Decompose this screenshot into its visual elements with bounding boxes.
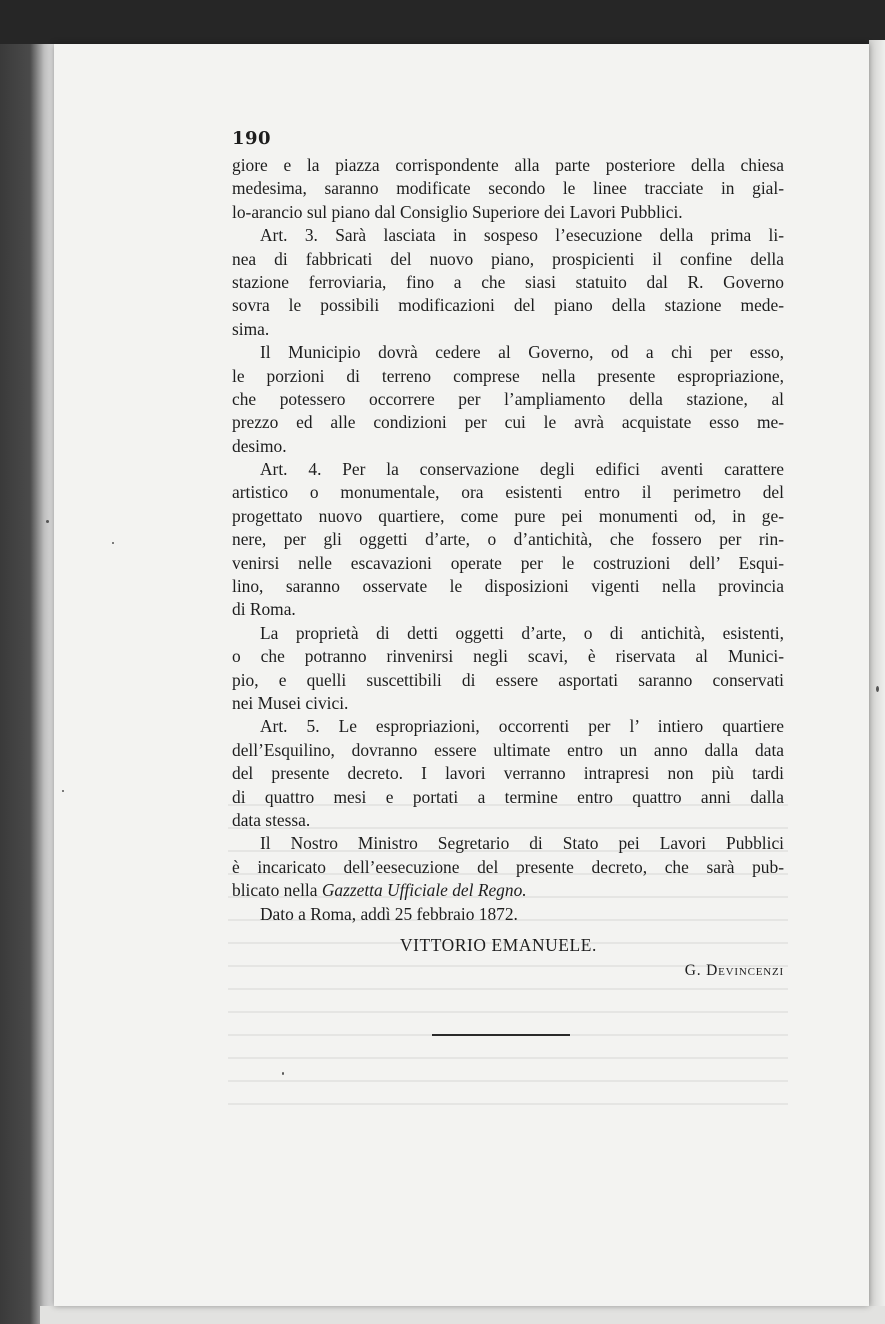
gazette-line <box>232 879 784 902</box>
text-line: Il Nostro Ministro Segretario di Stato pei Lavori Pubblici <box>260 833 784 854</box>
gazette-title: Gazzetta Ufficiale del Regno. <box>321 880 527 901</box>
text-line: nere, per gli oggetti d’arte, o d’antichità, che fossero per rin- <box>232 529 784 550</box>
closing-rule <box>432 1034 570 1036</box>
text-line: è incaricato dell’eesecuzione del presente decreto, che sarà pub- <box>232 856 784 877</box>
scan-speck <box>62 790 64 792</box>
text-line: le porzioni di terreno comprese nella presente espropriazione, <box>232 365 784 386</box>
page-number: 190 <box>232 128 272 149</box>
scan-speck <box>112 542 114 544</box>
text-line: nei Musei civici. <box>232 692 349 713</box>
text-line: Art. 3. Sarà lasciata in sospeso l’esecuzione della prima li- <box>260 225 784 246</box>
text-line: medesima, saranno modificate secondo le linee tracciate in gial- <box>232 178 784 199</box>
text-line: sima. <box>232 318 270 339</box>
scan-speck <box>282 1072 284 1075</box>
text-line: del presente decreto. I lavori verranno intrapresi non più tardi <box>232 763 784 784</box>
page-right-edge <box>869 40 885 1324</box>
gazette-line-before: blicato nella <box>232 880 322 901</box>
text-line: Il Municipio dovrà cedere al Governo, od a chi per esso, <box>260 342 784 363</box>
text-line: artistico o monumentale, ora esistenti entro il perimetro del <box>232 482 784 503</box>
dated-line: Dato a Roma, addì 25 febbraio 1872. <box>260 903 518 924</box>
text-line: pio, e quelli suscettibili di essere asportati saranno conservati <box>232 669 784 690</box>
text-line: desimo. <box>232 435 287 456</box>
text-line: di quattro mesi e portati a termine entro quattro anni dalla <box>232 786 784 807</box>
royal-signature: VITTORIO EMANUELE. <box>400 934 597 955</box>
scan-top-shadow <box>0 0 885 44</box>
text-line: o che potranno rinvenirsi negli scavi, è riservata al Munici- <box>232 646 784 667</box>
text-line: di Roma. <box>232 599 296 620</box>
text-line: venirsi nelle escavazioni operate per le costruzioni dell’ Esqui- <box>232 552 784 573</box>
text-line: nea di fabbricati del nuovo piano, prospicienti il confine della <box>232 248 784 269</box>
text-line: giore e la piazza corrispondente alla parte posteriore della chiesa <box>232 155 784 175</box>
text-line: che potessero occorrere per l’ampliamento della stazione, al <box>232 388 784 409</box>
text-line: lino, saranno osservate le disposizioni vigenti nella provincia <box>232 576 784 597</box>
text-line: progettato nuovo quartiere, come pure pei monumenti od, in ge- <box>232 505 784 526</box>
body-lines <box>232 154 784 879</box>
text-line: prezzo ed alle condizioni per cui le avrà acquistate esso me- <box>232 412 784 433</box>
decree-text <box>232 154 784 983</box>
page-bottom-edge <box>40 1306 885 1324</box>
minister-signature: G. Devincenzi <box>684 962 784 980</box>
scan-speck <box>876 686 879 692</box>
text-line: dell’Esquilino, dovranno essere ultimate entro un anno dalla data <box>232 739 784 760</box>
text-line: Art. 4. Per la conservazione degli edifici aventi carattere <box>260 459 784 480</box>
text-line: data stessa. <box>232 809 311 830</box>
text-line: Art. 5. Le espropriazioni, occorrenti per l’ intiero quartiere <box>260 716 784 737</box>
text-line: sovra le possibili modificazioni del piano della stazione mede- <box>232 295 784 316</box>
text-line: stazione ferroviaria, fino a che siasi statuito dal R. Governo <box>232 271 784 292</box>
scan-speck <box>46 520 49 523</box>
text-line: La proprietà di detti oggetti d’arte, o di antichità, esistenti, <box>260 622 784 643</box>
text-line: lo-arancio sul piano dal Consiglio Superiore dei Lavori Pubblici. <box>232 201 683 222</box>
